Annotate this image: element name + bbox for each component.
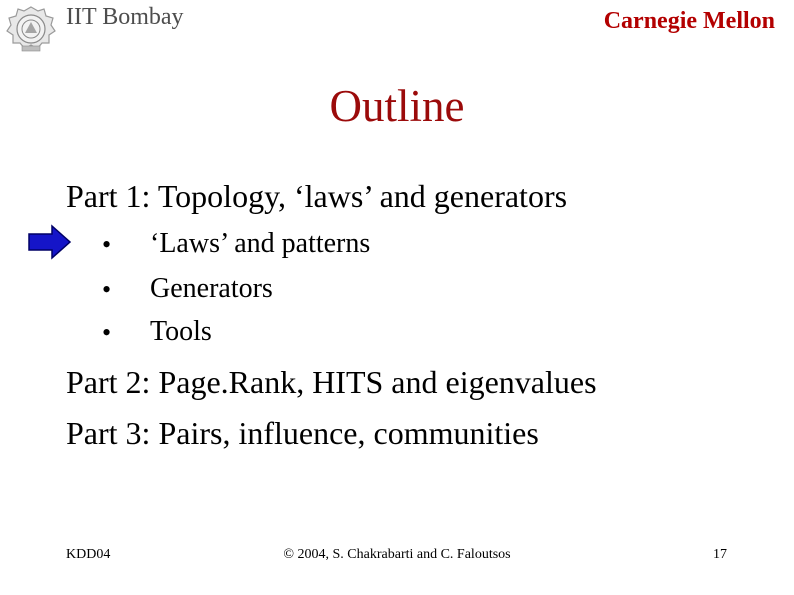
- footer-page-number: 17: [713, 547, 727, 562]
- carnegie-mellon-label: Carnegie Mellon: [603, 8, 775, 34]
- bullet-dot: •: [102, 275, 112, 304]
- slide-title: Outline: [329, 81, 465, 131]
- outline-part-1: Part 1: Topology, ‘laws’ and generators: [66, 178, 568, 214]
- bullet-dot: •: [102, 230, 112, 259]
- iit-bombay-label: IIT Bombay: [66, 4, 184, 30]
- footer-copyright: © 2004, S. Chakrabarti and C. Faloutsos: [283, 547, 511, 562]
- bullet-generators: Generators: [150, 273, 273, 304]
- bullet-tools: Tools: [150, 316, 212, 347]
- right-arrow-icon: [28, 224, 72, 260]
- outline-part-2: Part 2: Page.Rank, HITS and eigenvalues: [66, 364, 597, 400]
- bullet-laws-patterns: ‘Laws’ and patterns: [150, 228, 371, 259]
- footer-conference: KDD04: [66, 547, 111, 562]
- iit-bombay-seal-icon: [4, 4, 58, 54]
- outline-part-3: Part 3: Pairs, influence, communities: [66, 415, 539, 451]
- bullet-dot: •: [102, 318, 112, 347]
